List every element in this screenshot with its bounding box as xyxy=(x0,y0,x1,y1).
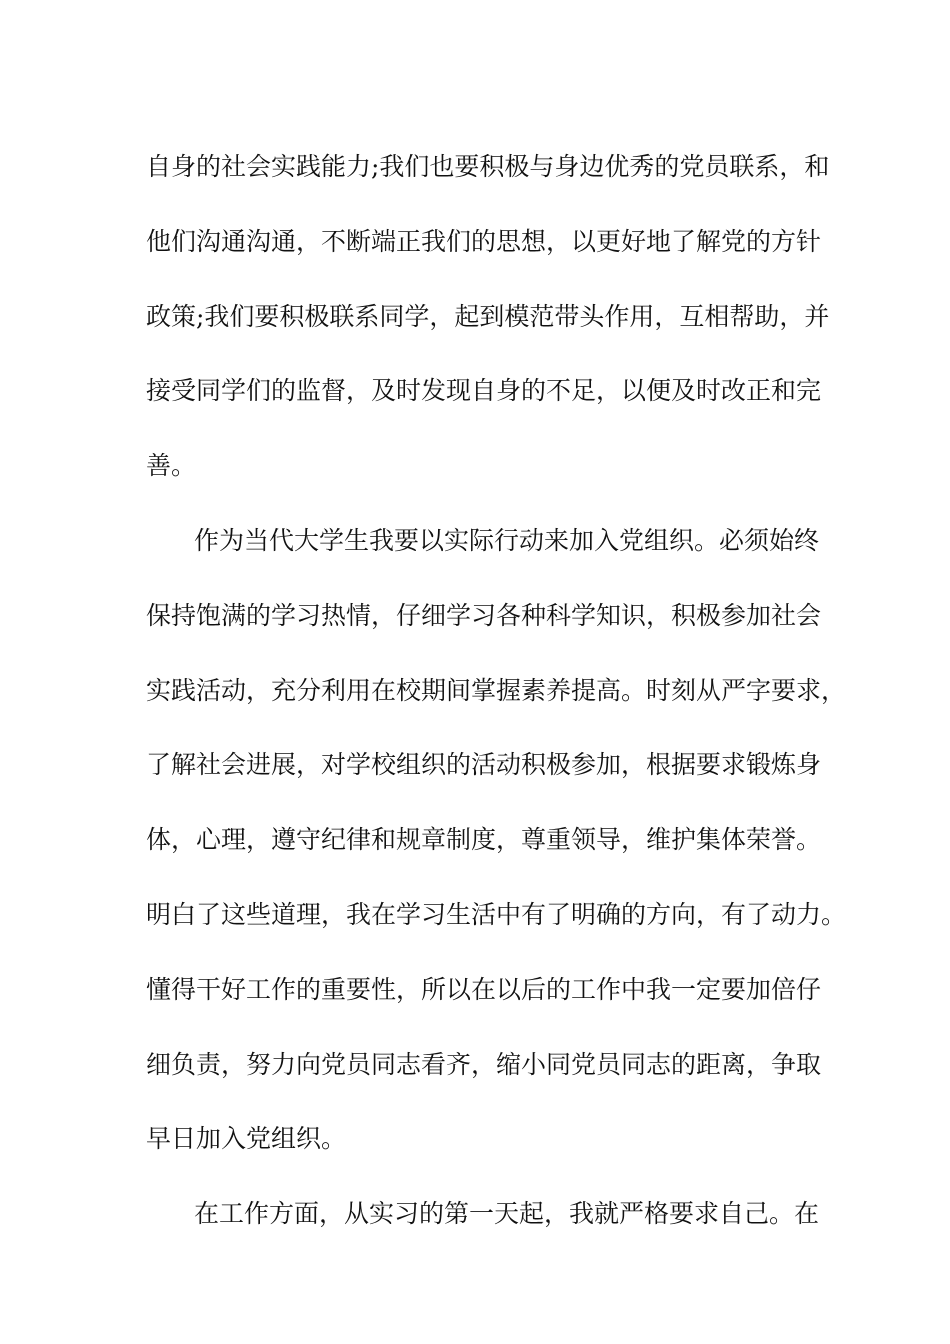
text-line: 明白了这些道理，我在学习生活中有了明确的方向，有了动力。 xyxy=(146,899,847,929)
text-line: 保持饱满的学习热情，仔细学习各种科学知识，积极参加社会 xyxy=(146,600,822,630)
text-line: 他们沟通沟通，不断端正我们的思想，以更好地了解党的方针 xyxy=(146,226,822,256)
text-line: 早日加入党组织。 xyxy=(146,1124,347,1154)
text-line: 自身的社会实践能力;我们也要积极与身边优秀的党员联系，和 xyxy=(146,152,830,181)
text-line: 政策;我们要积极联系同学，起到模范带头作用，互相帮助，并 xyxy=(146,301,830,331)
text-line: 懂得干好工作的重要性，所以在以后的工作中我一定要加倍仔 xyxy=(146,974,822,1004)
document-body xyxy=(146,130,847,1252)
paragraph-first-line: 在工作方面，从实习的第一天起，我就严格要求自己。在 xyxy=(194,1199,820,1229)
paragraph-first-line: 作为当代大学生我要以实际行动来加入党组织。必须始终 xyxy=(194,525,820,555)
text-line: 细负责，努力向党员同志看齐，缩小同党员同志的距离，争取 xyxy=(146,1049,822,1079)
text-line: 接受同学们的监督，及时发现自身的不足，以便及时改正和完 xyxy=(146,376,822,406)
text-line: 实践活动，充分利用在校期间掌握素养提高。时刻从严字要求， xyxy=(146,675,847,705)
text-line: 了解社会进展，对学校组织的活动积极参加，根据要求锻炼身 xyxy=(146,750,822,780)
text-line: 体，心理，遵守纪律和规章制度，尊重领导，维护集体荣誉。 xyxy=(146,825,822,855)
text-line: 善。 xyxy=(146,451,197,481)
